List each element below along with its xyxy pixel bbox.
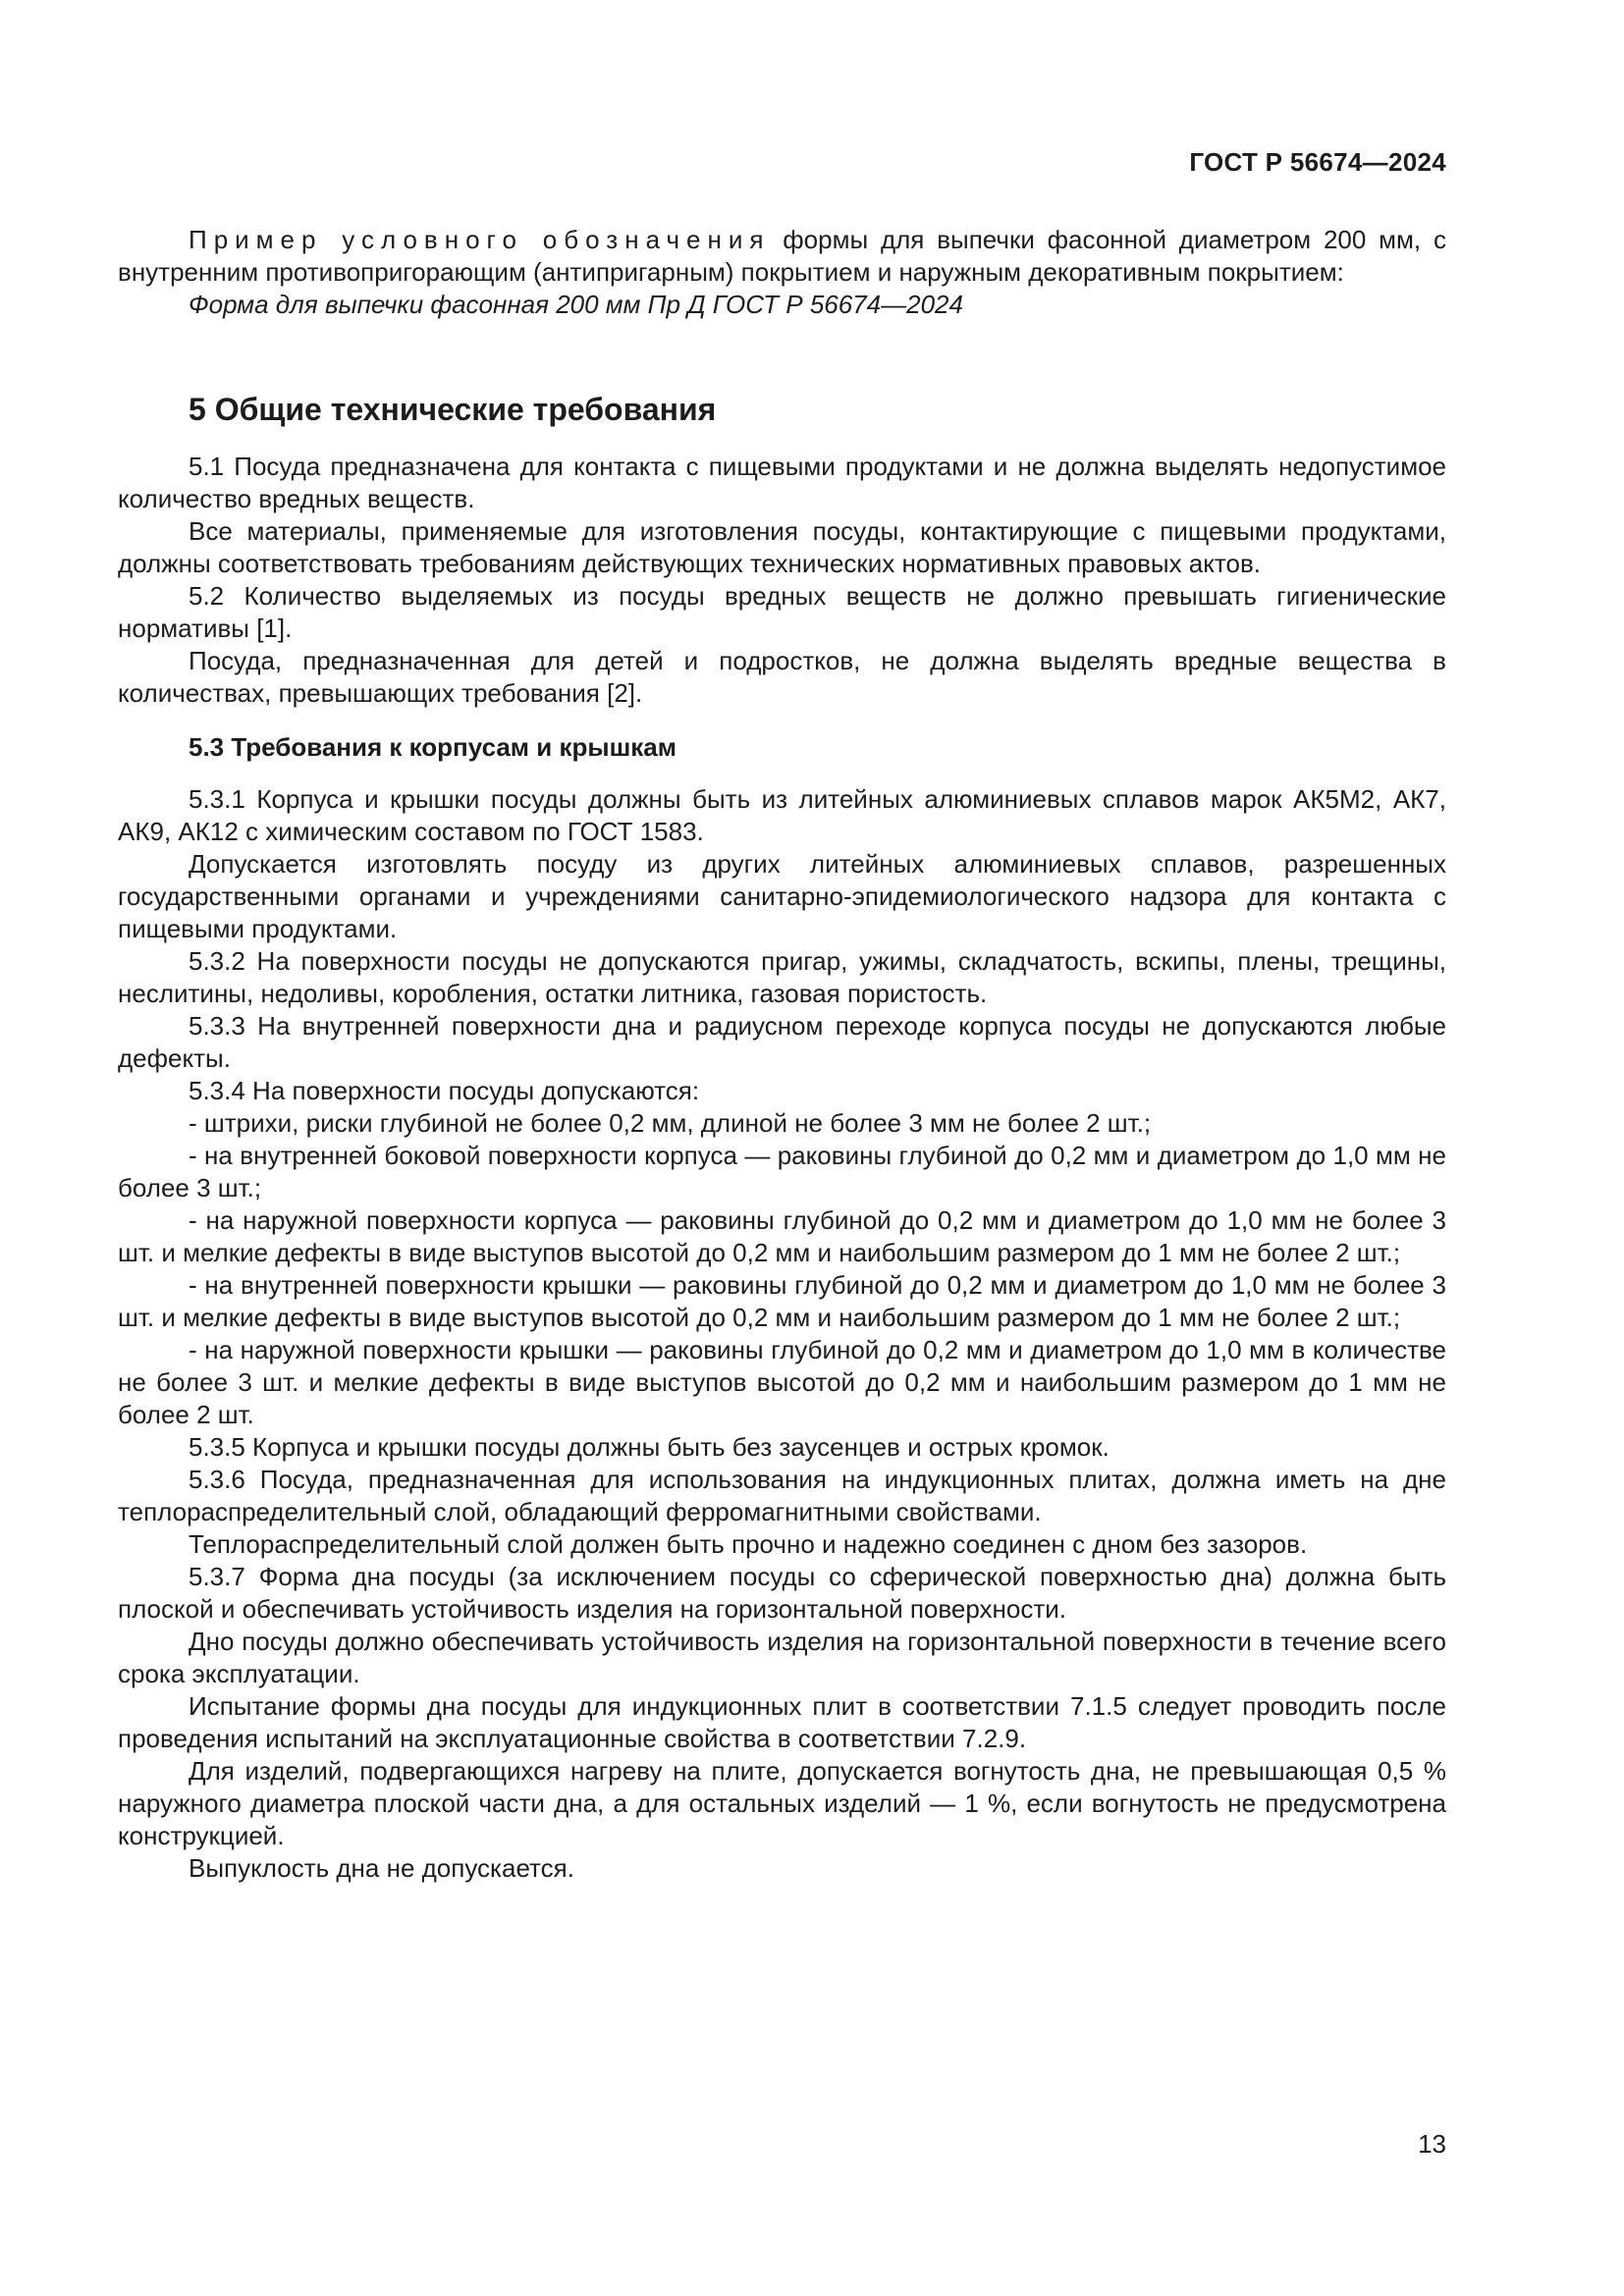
spaced-lead-text: Пример условного обозначения <box>189 225 771 254</box>
paragraph-5-3-2: 5.3.2 На поверхности посуды не допускаются пригар, ужимы, складчатость, вскипы, плены, трещины, неслитины, недоливы, коробления, остатки литника, газовая пористость. <box>118 946 1446 1008</box>
section-5-3-heading: 5.3 Требования к корпусам и крышкам <box>189 732 677 762</box>
paragraph-5-3-7-stability: Дно посуды должно обеспечивать устойчивость изделия на горизонтальной поверхности в течение всего срока эксплуатации. <box>118 1627 1446 1688</box>
paragraph-5-3-1: 5.3.1 Корпуса и крышки посуды должны быть из литейных алюминиевых сплавов марок АК5М2, АК7, АК9, АК12 с химическим составом по ГОСТ 1583. <box>118 784 1446 846</box>
paragraph-5-3-6-layer: Теплораспределительный слой должен быть прочно и надежно соединен с дном без зазоров. <box>189 1529 1308 1559</box>
paragraph-5-3-7-testing: Испытание формы дна посуды для индукционных плит в соответствии 7.1.5 следует проводить после проведения испытаний на эксплуатационные свойства в соответствии 7.2.9. <box>118 1691 1446 1753</box>
designation-example: Форма для выпечки фасонная 200 мм Пр Д ГОСТ Р 56674—2024 <box>189 290 963 319</box>
paragraph-5-3-7-concavity: Для изделий, подвергающихся нагреву на плите, допускается вогнутость дна, не превышающая 0,5 % наружного диаметра плоской части дна, а для остальных изделий — 1 %, если вогнутость не предусмотрена конструкцией. <box>118 1756 1446 1850</box>
paragraph-5-3-7: 5.3.7 Форма дна посуды (за исключением посуды со сферической поверхностью дна) должна быть плоской и обеспечивать устойчивость изделия на горизонтальной поверхности. <box>118 1562 1446 1624</box>
document-body <box>118 224 1446 1885</box>
page-number: 13 <box>1418 2129 1446 2159</box>
paragraph-5-3-5: 5.3.5 Корпуса и крышки посуды должны быть без заусенцев и острых кромок. <box>189 1432 1110 1462</box>
paragraph-5-2-children: Посуда, предназначенная для детей и подростков, не должна выделять вредные вещества в количествах, превышающих требования [2]. <box>118 646 1446 708</box>
paragraph-5-3-3: 5.3.3 На внутренней поверхности дна и радиусном переходе корпуса посуды не допускаются любые дефекты. <box>118 1011 1446 1073</box>
paragraph-5-1-materials: Все материалы, применяемые для изготовления посуды, контактирующие с пищевыми продуктами, должны соответствовать требованиям действующих технических нормативных правовых актов. <box>118 516 1446 578</box>
list-item: - на наружной поверхности крышки — раковины глубиной до 0,2 мм и диаметром до 1,0 мм в количестве не более 3 шт. и мелкие дефекты в виде выступов высотой до 0,2 мм и наибольшим размером до 1 мм не более 2 шт. <box>118 1335 1446 1429</box>
document-id-header: ГОСТ Р 56674—2024 <box>1189 147 1446 177</box>
paragraph-5-3-7-convexity: Выпуклость дна не допускается. <box>189 1853 574 1883</box>
section-5-heading: 5 Общие технические требования <box>189 392 717 427</box>
paragraph-5-2: 5.2 Количество выделяемых из посуды вредных веществ не должно превышать гигиенические нормативы [1]. <box>118 581 1446 643</box>
list-item: - на внутренней боковой поверхности корпуса — раковины глубиной до 0,2 мм и диаметром до 1,0 мм не более 3 шт.; <box>118 1141 1446 1202</box>
intro-text: формы для выпечки фасонной диаметром 200 мм, с внутренним противопригорающим (антипригарным) покрытием и наружным декоративным покрытием: <box>118 225 1446 287</box>
designation-example-intro <box>118 224 1446 289</box>
paragraph-5-3-4: 5.3.4 На поверхности посуды допускаются: <box>189 1076 700 1105</box>
paragraph-5-1: 5.1 Посуда предназначена для контакта с пищевыми продуктами и не должна выделять недопустимое количество вредных веществ. <box>118 452 1446 513</box>
paragraph-5-3-1-other-alloys: Допускается изготовлять посуду из других литейных алюминиевых сплавов, разрешенных государственными органами и учреждениями санитарно-эпидемиологического надзора для контакта с пищевыми продуктами. <box>118 849 1446 943</box>
list-item: - штрихи, риски глубиной не более 0,2 мм, длиной не более 3 мм не более 2 шт.; <box>189 1108 1152 1138</box>
list-item: - на наружной поверхности корпуса — раковины глубиной до 0,2 мм и диаметром до 1,0 мм не более 3 шт. и мелкие дефекты в виде выступов высотой до 0,2 мм и наибольшим размером до 1 мм не более 2 шт.; <box>118 1205 1446 1267</box>
paragraph-5-3-6: 5.3.6 Посуда, предназначенная для использования на индукционных плитах, должна иметь на дне теплораспределительный слой, обладающий ферромагнитными свойствами. <box>118 1465 1446 1526</box>
list-item: - на внутренней поверхности крышки — раковины глубиной до 0,2 мм и диаметром до 1,0 мм не более 3 шт. и мелкие дефекты в виде выступов высотой до 0,2 мм и наибольшим размером до 1 мм не более 2 шт.; <box>118 1270 1446 1332</box>
